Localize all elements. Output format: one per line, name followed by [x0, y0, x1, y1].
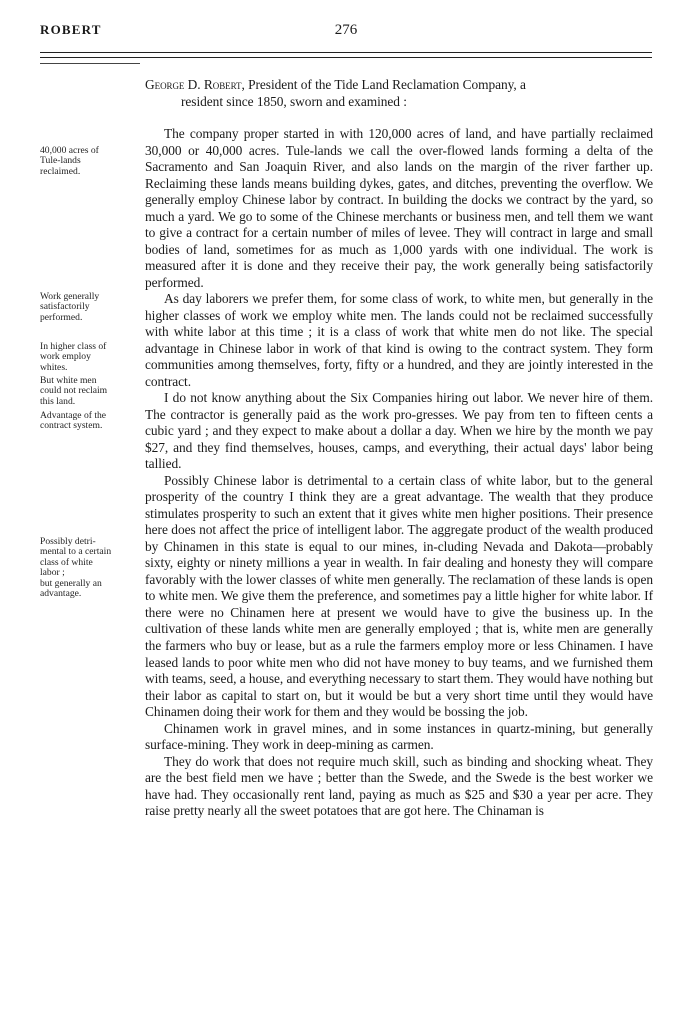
margin-note-line: could not reclaim	[40, 385, 108, 397]
margin-note-line: work employ	[40, 351, 91, 363]
margin-note-line: Tule-lands	[40, 155, 81, 167]
margin-note-line: satisfactorily	[40, 301, 90, 313]
running-title: ROBERT	[40, 22, 102, 37]
paragraph-day-laborers: As day laborers we prefer them, for some class of work, to white men, but generally in the higher classes of work we employ white men. The lands could not be reclaimed successfully with white labor at this time ; it is a class of work that white men do not like. The special advantage in Chinese labor in work of that kind is owing to the contract system. They form communities among themselves, forty, fifty or a hundred, and they are jointly interested in the contract.	[145, 291, 653, 389]
intro-line-2: resident since 1850, sworn and examined :	[181, 94, 407, 109]
margin-note-line: reclaimed.	[40, 165, 81, 177]
margin-note-line: Work generally	[40, 291, 100, 302]
page-number: 276	[334, 22, 358, 38]
margin-note-line: but generally an	[40, 577, 102, 589]
margin-note-line: Possibly detri-	[40, 536, 96, 547]
paragraph-mining: Chinamen work in gravel mines, and in some instances in quartz-mining, but generally surface-mining. They work in deep-mining as carmen.	[145, 720, 653, 753]
margin-note-line: contract system.	[40, 420, 103, 432]
paragraph-prosperity: Possibly Chinese labor is detrimental to a certain class of white labor, but to the general prosperity of the country I think they are a great advantage. The wealth that they produce stimulates prosperity to such an extent that it gives white men higher positions. Their presence here does not affect the price of intelligent labor. The aggregate product of the wealth produced by Chinamen in this state is equal to our mines, in-cluding Nevada and Dakota—probably sixty, eighty or ninety millions a year in wealth. In fair dealing and honesty they will compare favorably with the lower classes of white men generally. The reclamation of these lands is open to white men. We give them the preference, and sometimes pay a little higher for white labor. If there were no Chinamen here at present we would have to give the business up. In the cultivation of these lands white men are generally employed ; that is, white men are generally the farmers who buy or lease, but as a rule the farmers employ more or less Chinamen. I have leased lands to poor white men who did not have money to buy teams, and we furnished them with teams, seed, a house, and everything necessary to start them. They would have nothing but their labor as capital to start on, but it would be but a very short time until they would have Chinamen doing their work for them and they would be bossing the job.	[145, 472, 653, 720]
paragraph-reclamation: The company proper started in with 120,000 acres of land, and have partially reclaimed 30,000 or 40,000 acres. Tule-lands we call the over-flowed lands forming a delta of the Sacramento and San Joaquin River, and also lands on the margin of the river farther up. Reclaiming these lands means building dykes, gates, and ditches, preventing the overflow. We generally employ Chinese labor by contract. In building the docks we contract by the yard, so much a yard. We go to some of the Chinese merchants or business men, and tell them we want to give a contract for a certain number of miles of levee. They will contract in large and small bodies of land, sometimes for as much as 1,000 yards with one individual. The work is measured after it is done and they receive their pay, the work generally being satisfactorily performed.	[145, 126, 653, 290]
margin-note-detrimental	[40, 537, 146, 599]
margin-note-line: class of white	[40, 556, 93, 568]
margin-note-tule-lands	[40, 146, 146, 177]
paragraph-field-work: They do work that does not require much skill, such as binding and shocking wheat. They are the best field men we have ; better than the Swede, and the Swede is the best worker we have had. They occasionally rent land, paying as much as $25 and $30 a year per acre. They raise pretty nearly all the sweet potatoes that are got here. The Chinaman is	[145, 753, 653, 819]
header-rule-bottom	[40, 57, 652, 58]
margin-note-white-men	[40, 376, 146, 407]
margin-note-line: mental to a certain	[40, 546, 112, 558]
margin-note-line: whites.	[40, 361, 68, 373]
margin-note-line: But white men	[40, 375, 97, 386]
witness-title: President of the Tide Land Reclamation Company, a	[244, 77, 526, 92]
margin-note-line: Advantage of the	[40, 410, 107, 421]
page-header	[40, 22, 652, 44]
testimony-body	[145, 126, 653, 820]
margin-note-line: 40,000 acres of	[40, 145, 99, 156]
margin-note-line: performed.	[40, 311, 83, 323]
margin-note-higher-class	[40, 342, 146, 373]
header-rule-top	[40, 52, 652, 53]
witness-name: George D. Robert,	[145, 77, 245, 92]
margin-rule	[40, 63, 140, 64]
margin-note-line: In higher class of	[40, 341, 107, 352]
margin-note-line: labor ;	[40, 567, 65, 579]
margin-note-work-performed	[40, 292, 146, 323]
margin-note-contract-system	[40, 411, 146, 432]
margin-note-line: this land.	[40, 395, 76, 407]
witness-introduction	[145, 76, 653, 110]
intro-line-1	[145, 76, 653, 93]
paragraph-six-companies: I do not know anything about the Six Companies hiring out labor. We never hire of them. The contractor is generally paid as the work pro-gresses. We pay from ten to fifteen cents a cubic yard ; and they expect to make about a dollar a day. When we hire by the month we pay $27, and they find themselves, houses, camps, and everything, their actual days' labor being tallied.	[145, 390, 653, 472]
margin-note-line: advantage.	[40, 588, 82, 600]
